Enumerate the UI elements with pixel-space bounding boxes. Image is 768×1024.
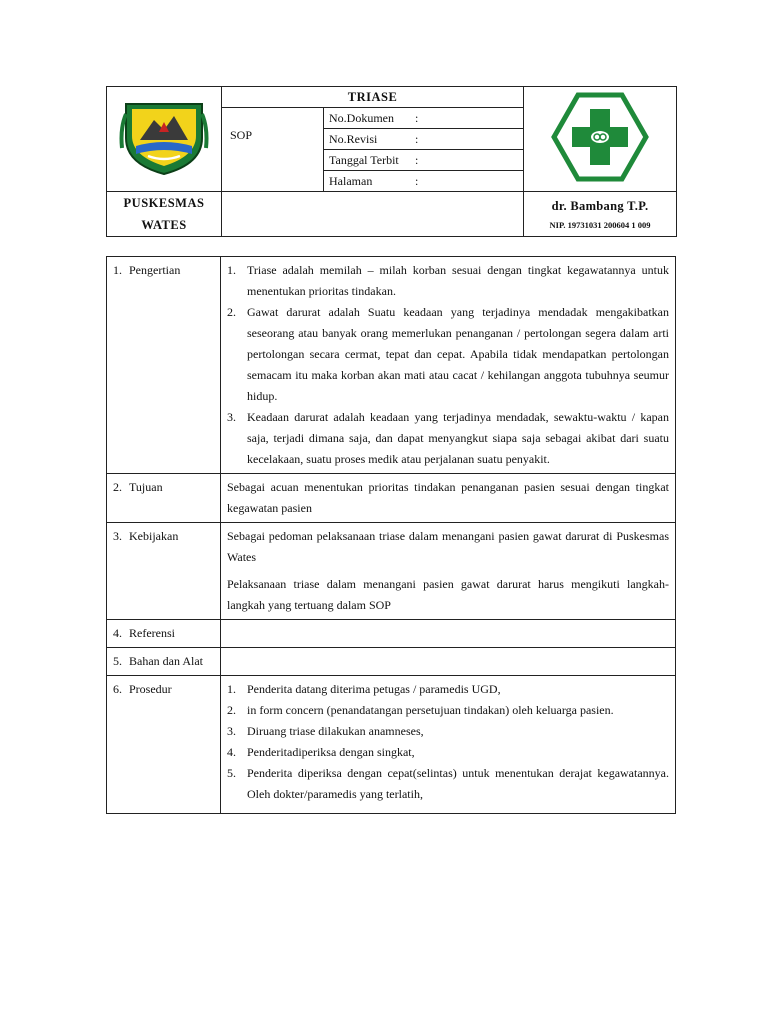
organization-name: PUSKESMAS WATES <box>107 192 222 237</box>
section-label: Pengertian <box>129 263 181 277</box>
policy-paragraph: Sebagai pedoman pelaksanaan triase dalam menangani pasien gawat darurat di Puskesmas Wates <box>227 529 669 564</box>
document-title: TRIASE <box>222 87 524 108</box>
section-label: Referensi <box>129 626 175 640</box>
list-item: 1. Penderita datang diterima petugas / paramedis UGD, <box>227 682 501 696</box>
section-pengertian: 1. Pengertian 1. Triase adalah memilah – milah korban sesuai dengan tingkat kegawatannya untuk menentukan prioritas tindakan. 2. Gawat darurat adalah Suatu keadaan yang terjadinya mendadak mengakibatkan seseorang atau banyak orang memerlukan penanganan / pertolongan segera dalam arti pertolongan secara cermat, tepat dan cepat. Apabila tidak mendapatkan pertolongan semacam itu maka korban akan mati atau cacat / kehilangan anggota tubuhnya seumur hidup. 3. Keadaan darurat adalah keadaan yang terjadinya mendadak, sewaktu-waktu / kapan saja, terjadi dimana saja, dan dapat menyangkut siapa saja sebagai akibat dari suatu kecelakaan, suatu proses medik atau perjalanan suatu penyakit. <box>107 257 676 474</box>
list-item: 1. Triase adalah memilah – milah korban sesuai dengan tingkat kegawatannya untuk menentukan prioritas tindakan. <box>227 263 669 298</box>
section-kebijakan: 3. Kebijakan Sebagai pedoman pelaksanaan triase dalam menangani pasien gawat darurat di Puskesmas Wates Pelaksanaan triase dalam menangani pasien gawat darurat harus mengikuti langkah-langkah yang tertuang dalam SOP <box>107 523 676 620</box>
definition-list <box>227 260 669 470</box>
list-item: 4. Penderitadiperiksa dengan singkat, <box>227 745 415 759</box>
policy-paragraph: Pelaksanaan triase dalam menangani pasien gawat darurat harus mengikuti langkah-langkah yang tertuang dalam SOP <box>227 577 669 612</box>
doc-page-field: Halaman : <box>324 171 524 192</box>
section-label: Kebijakan <box>129 529 179 543</box>
sop-header-table <box>106 86 677 237</box>
list-item: 5. Penderita diperiksa dengan cepat(selintas) untuk menentukan derajat kegawatannya. Oleh dokter/paramedis yang terlatih, <box>227 766 669 801</box>
section-label: Tujuan <box>129 480 163 494</box>
blank-header-cell <box>222 192 524 237</box>
procedure-list <box>227 679 669 805</box>
signer-name: dr. Bambang T.P. <box>551 198 649 213</box>
regency-crest-icon <box>118 98 210 176</box>
section-text <box>221 620 676 648</box>
section-bahan: 5. Bahan dan Alat <box>107 648 676 676</box>
regency-logo-cell <box>107 87 222 192</box>
signer-block <box>524 192 677 237</box>
doc-date-field: Tanggal Terbit : <box>324 150 524 171</box>
section-referensi: 4. Referensi <box>107 620 676 648</box>
section-label: Bahan dan Alat <box>129 654 203 668</box>
sop-content-table <box>106 256 676 814</box>
section-label: Prosedur <box>129 682 172 696</box>
doc-revision-field: No.Revisi : <box>324 129 524 150</box>
list-item: 2. Gawat darurat adalah Suatu keadaan yang terjadinya mendadak mengakibatkan seseorang atau banyak orang memerlukan penanganan / pertolongan segera dalam arti pertolongan secara cermat, tepat dan cepat. Apabila tidak mendapatkan pertolongan semacam itu maka korban akan mati atau cacat / kehilangan anggota tubuhnya seumur hidup. <box>227 305 669 403</box>
doc-number-field: No.Dokumen : <box>324 108 524 129</box>
signer-nip: NIP. 19731031 200604 1 009 <box>549 219 651 230</box>
puskesmas-logo-cell <box>524 87 677 192</box>
list-item: 3. Diruang triase dilakukan anamneses, <box>227 724 424 738</box>
sop-label-cell: SOP <box>222 108 324 192</box>
section-tujuan: 2. Tujuan Sebagai acuan menentukan prioritas tindakan penanganan pasien sesuai dengan tingkat kegawatan pasien <box>107 474 676 523</box>
list-item: 2. in form concern (penandatangan persetujuan tindakan) oleh keluarga pasien. <box>227 703 614 717</box>
section-text: Sebagai acuan menentukan prioritas tindakan penanganan pasien sesuai dengan tingkat kegawatan pasien <box>221 474 676 523</box>
list-item: 3. Keadaan darurat adalah keadaan yang terjadinya mendadak, sewaktu-waktu / kapan saja, terjadi dimana saja, dan dapat menyangkut siapa saja sebagai akibat dari suatu kecelakaan, suatu proses medik atau perjalanan suatu penyakit. <box>227 410 669 466</box>
section-prosedur: 6. Prosedur 1. Penderita datang diterima petugas / paramedis UGD, 2. in form concern (penandatangan persetujuan tindakan) oleh keluarga pasien. 3. Diruang triase dilakukan anamneses, 4. Penderitadiperiksa dengan singkat, 5. Penderita diperiksa dengan cepat(selintas) untuk menentukan derajat kegawatannya. Oleh dokter/paramedis yang terlatih, <box>107 676 676 814</box>
section-text <box>221 648 676 676</box>
puskesmas-logo-icon <box>550 91 650 183</box>
